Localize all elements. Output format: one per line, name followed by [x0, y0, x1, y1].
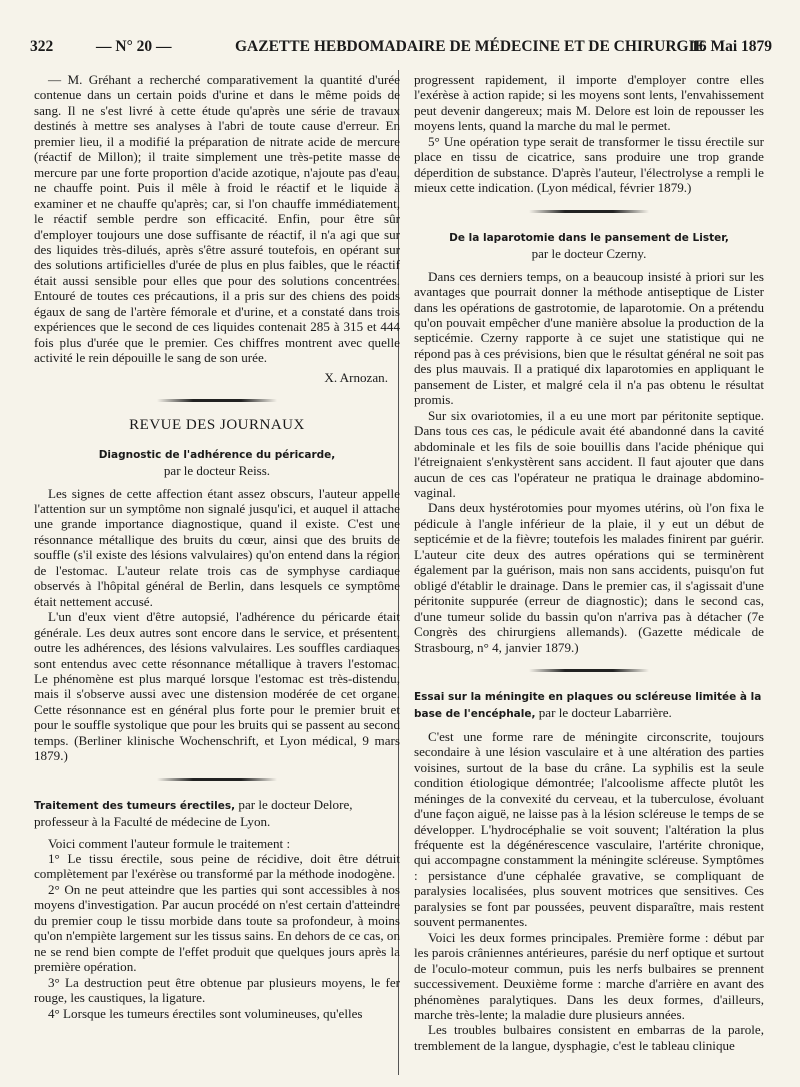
- signature: X. Arnozan.: [324, 369, 388, 385]
- article-title-text: Traitement des tumeurs érectiles,: [34, 799, 236, 812]
- paragraph: Sur six ovariotomies, il a eu une mort par péritonite septique. Dans tous ces cas, le pédicule avait été abandonné dans la cavité abdominale et les fils de soie bouillis dans l'acide phénique qui l'étreignaient s'enkystèrent sans accident. Il faut ajouter que dans aucun de ces cas l'opérateur ne pratiqua le drainage abdomino-vaginal.: [414, 407, 764, 500]
- article-author: par le docteur Labarrière.: [538, 705, 672, 721]
- issue-date: 16 Mai 1879: [691, 38, 772, 55]
- paragraph: L'un d'eux vient d'être autopsié, l'adhérence du péricarde était générale. Les deux autres sont encore dans le service, et présentent, outre les adhérences, des lésions valvulaires. Les souffles cardiaques sont entendus avec cette résonnance métallique à travers l'estomac. Le phénomène est plus marqué lorsque l'estomac est très-distendu, mais il s'observe aussi avec une distension modérée de cet organe. Cette résonnance est en général plus forte pour le premier bruit et pour le souffle systolique que pour les bruits qui se passent au second temps. (Berliner klinische Wochenschrift, et Lyon médical, 9 mars 1879.): [34, 609, 400, 764]
- paragraph: progressent rapidement, il importe d'employer contre elles l'exérèse à action rapide; si les moyens sont lents, l'envahissement peut devenir dangereux; mais M. Delore est loin de repousser les moyens lents, quand la marche du mal le permet.: [414, 72, 764, 134]
- article-author: par le docteur Delore, professeur à la Faculté de médecine de Lyon.: [34, 796, 353, 830]
- article-title: [414, 688, 764, 723]
- paragraph: Les troubles bulbaires consistent en embarras de la parole, tremblement de la langue, dysphagie, c'est le tableau clinique: [414, 1022, 764, 1053]
- paragraph: 5° Une opération type serait de transformer le tissu érectile sur place en tissu de cicatrice, sans produire une trop grande déperdition de substance. D'après l'auteur, l'électrolyse a rempli le mieux cette indication. (Lyon médical, février 1879.): [414, 133, 764, 196]
- paragraph: 4° Lorsque les tumeurs érectiles sont volumineuses, qu'elles: [48, 1005, 363, 1021]
- separator: [157, 778, 277, 781]
- paragraph: 1° Le tissu érectile, sous peine de récidive, doit être détruit complètement par l'exérèse ou transformé par la méthode inodogène.: [34, 851, 400, 882]
- paragraph: — M. Gréhant a recherché comparativement la quantité d'urée contenue dans un certain poids d'urine et dans le même poids de sang. Il ne s'est livré à cette étude qu'après une série de travaux destinés à mettre ses analyses à l'abri de toute cause d'erreur. En premier lieu, il a modifié la préparation de nitrate acide de mercure (réactif de Millon); il traite simplement une très-petite masse de mercure par une forte proportion d'acide azotique, n'ajoute pas d'eau, ne chauffe point. Puis il mêle à froid le réactif et le liquide à examiner et ne chauffe qu'après; car, si l'on chauffe immédiatement, le réactif semble perdre son efficacité. Enfin, pour être sûr d'employer toujours une dose suffisante de réactif, il n'a agi que sur des liquides très-dilués, après s'être assuré toutefois, en opérant sur des solutions artificielles d'urée de plus en plus faibles, que le réactif était aussi sensible pour elles que pour des solutions concentrées. Entouré de toutes ces précautions, il a pris sur des chiens des poids égaux de sang de l'artère fémorale et d'urine, et a constaté dans trois expériences que le second de ces liquides contenait 285 à 315 et 444 fois plus d'urée que le premier. Ces chiffres montrent avec quelle activité le rein dépouille le sang de son urée.: [34, 72, 400, 366]
- paragraph: 2° On ne peut atteindre que les parties qui sont accessibles à nos moyens d'investigation. Par aucun procédé on n'est certain d'atteindre du premier coup le tissu morbide dans toute sa profondeur, à moins qu'on n'empiète largement sur les tissus sains. En dehors de ce cas, on ne se rend bien compte de l'effet produit que quelques jours après la première opération.: [34, 881, 400, 975]
- article-author: par le docteur Czerny.: [531, 245, 647, 261]
- paragraph: 3° La destruction peut être obtenue par plusieurs moyens, le fer rouge, les caustiques, la ligature.: [34, 974, 400, 1006]
- section-title: REVUE DES JOURNAUX: [129, 417, 305, 434]
- paragraph: Dans deux hystérotomies pour myomes utérins, où l'on fixa le pédicule à l'angle inférieur de la plaie, il y eut un début de septicémie et de la fièvre; toutefois les malades finirent par guérir. L'auteur cite deux des autres opérations qui se terminèrent également par la guérison, mais non sans accidents, puisqu'on fut obligé d'établir le drainage. Dans le premier cas, il s'agissait d'une péritonite suppurée (erreur de diagnostic); dans le second cas, d'une tumeur solide du bassin qu'on n'arriva pas à détacher (7e Congrès des chirurgiens allemands). (Gazette médicale de Strasbourg, n° 4, janvier 1879.): [414, 500, 764, 655]
- page-header: [30, 38, 772, 64]
- article-title-text: Diagnostic de l'adhérence du péricarde,: [98, 448, 336, 461]
- separator: [157, 399, 277, 402]
- article-title: [34, 446, 400, 478]
- separator: [529, 210, 649, 213]
- paragraph: Dans ces derniers temps, on a beaucoup insisté à priori sur les avantages que pourrait donner la méthode antiseptique de Lister dans les opérations de gastrotomie, de laparotomie. On a prétendu qu'on pouvait empêcher d'une manière absolue la production de la septicémie. Czerny rapporte à ce sujet une statistique qui ne répond pas à ces prévisions, bien que le résultat général ne soit pas des plus mauvais. Il a pratiqué dix laparotomies en appliquant le pansement de Lister, et malgré cela il n'a pas obtenu le résultat promis.: [414, 268, 764, 408]
- left-column: [34, 72, 400, 1021]
- article-title-text: Essai sur la méningite en plaques ou scléreuse limitée à la base de l'encéphale,: [414, 690, 762, 721]
- article-title-text: De la laparotomie dans le pansement de Lister,: [449, 231, 729, 244]
- article-title: [414, 229, 764, 261]
- paragraph: Les signes de cette affection étant assez obscurs, l'auteur appelle l'attention sur un symptôme non signalé jusqu'ici, et auquel il attache une grande importance diagnostique, quand il existe. C'est une résonnance métallique des bruits du cœur, ainsi que des bruits de souffle (s'il existe des lésions valvulaires) qu'on entend dans la région de l'estomac. L'auteur relate trois cas de symphyse cardiaque observés à l'hôpital général de Berlin, dans lesquels ce symptôme était nettement accusé.: [34, 485, 400, 609]
- paragraph: C'est une forme rare de méningite circonscrite, toujours secondaire à une lésion vasculaire et à une altération des parties voisines, surtout de la base du crâne. La syphilis est la seule condition étiologique démontrée; l'alcoolisme affecte plutôt les méninges de la convexité du cerveau, et la tuberculose, évoluant d'une façon aiguë, ne laisse pas à la lésion scléreuse le temps de se développer. L'hydrocéphalie se voit souvent; l'altération la plus fréquente est la dégénérescence vasculaire, l'artérite chronique, qui accompagne constamment la méningite scléreuse. Symptômes : persistance d'une céphalée gravative, se compliquant de paralysies localisées, plus souvent motrices que sensitives. Ces paralysies se font par poussées, peuvent disparaître, mais restent souvent permanentes.: [414, 728, 764, 930]
- paragraph: Voici comment l'auteur formule le traitement :: [48, 835, 291, 851]
- separator: [529, 669, 649, 672]
- article-author: par le docteur Reiss.: [163, 462, 271, 478]
- article-title: [34, 797, 400, 830]
- page-number: 322: [30, 38, 54, 55]
- paragraph: Voici les deux formes principales. Première forme : début par les parois crâniennes antérieures, parésie du nerf optique et surtout de l'oculo-moteur commun, puis les nerfs bulbaires se prennent successivement. Deuxième forme : marche d'arrière en avant des phénomènes paralytiques. Dans les deux formes, d'ailleurs, marche très-lente; la maladie dure plusieurs années.: [414, 929, 764, 1023]
- journal-title: GAZETTE HEBDOMADAIRE DE MÉDECINE ET DE CHIRURGIE: [235, 38, 705, 55]
- issue-number: — N° 20 —: [96, 38, 172, 55]
- right-column: [414, 72, 764, 1053]
